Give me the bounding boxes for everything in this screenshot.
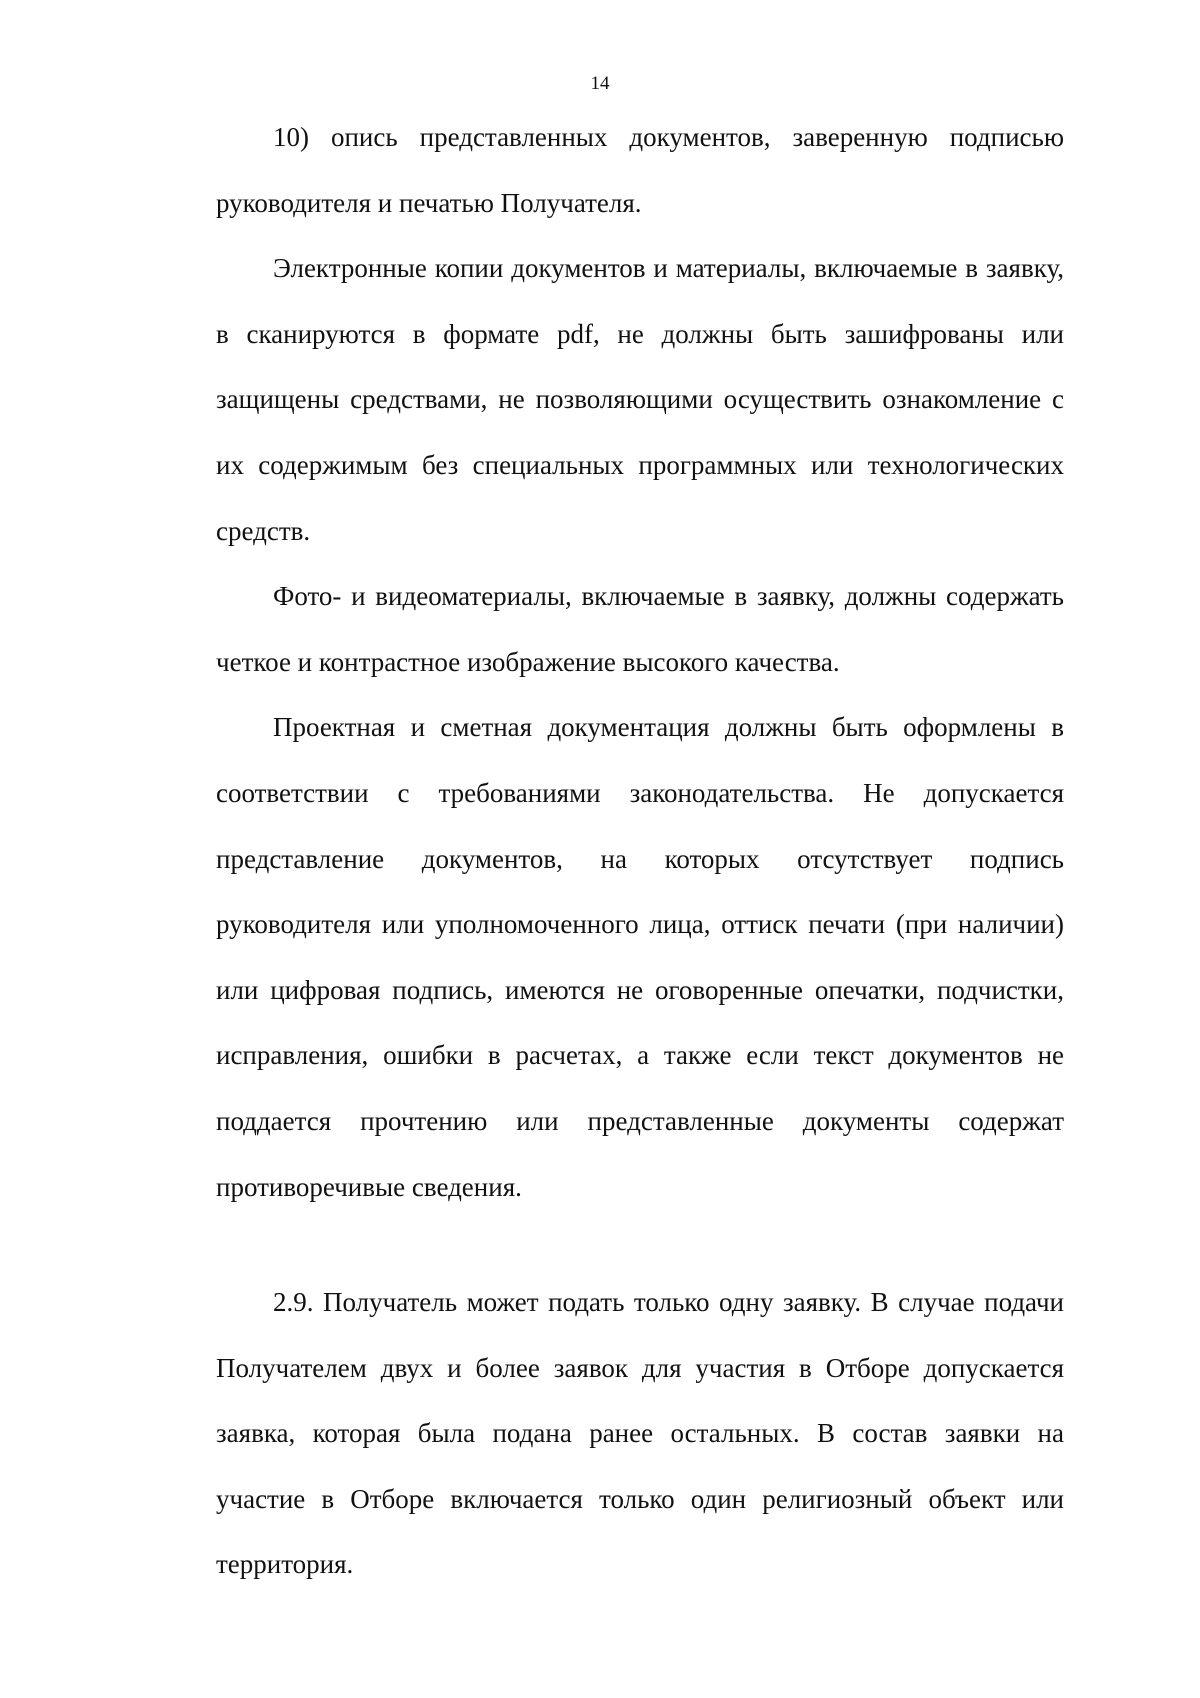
paragraph-documents-list: 10) опись представленных документов, заверенную подписью руководителя и печатью Получателя. [216,122,1064,218]
document-body [216,105,1064,1220]
paragraph-photo-video: Фото- и видеоматериалы, включаемые в заявку, должны содержать четкое и контрастное изображение высокого качества. [216,581,1064,677]
paragraph-single-application: 2.9. Получатель может подать только одну заявку. В случае подачи Получателем двух и более заявок для участия в Отборе допускается заявка, которая была подана ранее остальных. В состав заявки на участие в Отборе включается только один религиозный объект или территория. [216,1287,1064,1580]
page-number: 14 [590,73,610,94]
paragraph-electronic-copies: Электронные копии документов и материалы, включаемые в заявку, в сканируются в формате pdf, не должны быть зашифрованы или защищены средствами, не позволяющими осуществить ознакомление с их содержимым без специальных программных или технологических средств. [216,253,1064,546]
paragraph-project-documentation: Проектная и сметная документация должны быть оформлены в соответствии с требованиями законодательства. Не допускается представление документов, на которых отсутствует подпись руководителя или уполномоченного лица, оттиск печати (при наличии) или цифровая подпись, имеются не оговоренные опечатки, подчистки, исправления, ошибки в расчетах, а также если текст документов не поддается прочтению или представленные документы содержат противоречивые сведения. [216,712,1064,1202]
section-2-9 [216,1270,1064,1598]
